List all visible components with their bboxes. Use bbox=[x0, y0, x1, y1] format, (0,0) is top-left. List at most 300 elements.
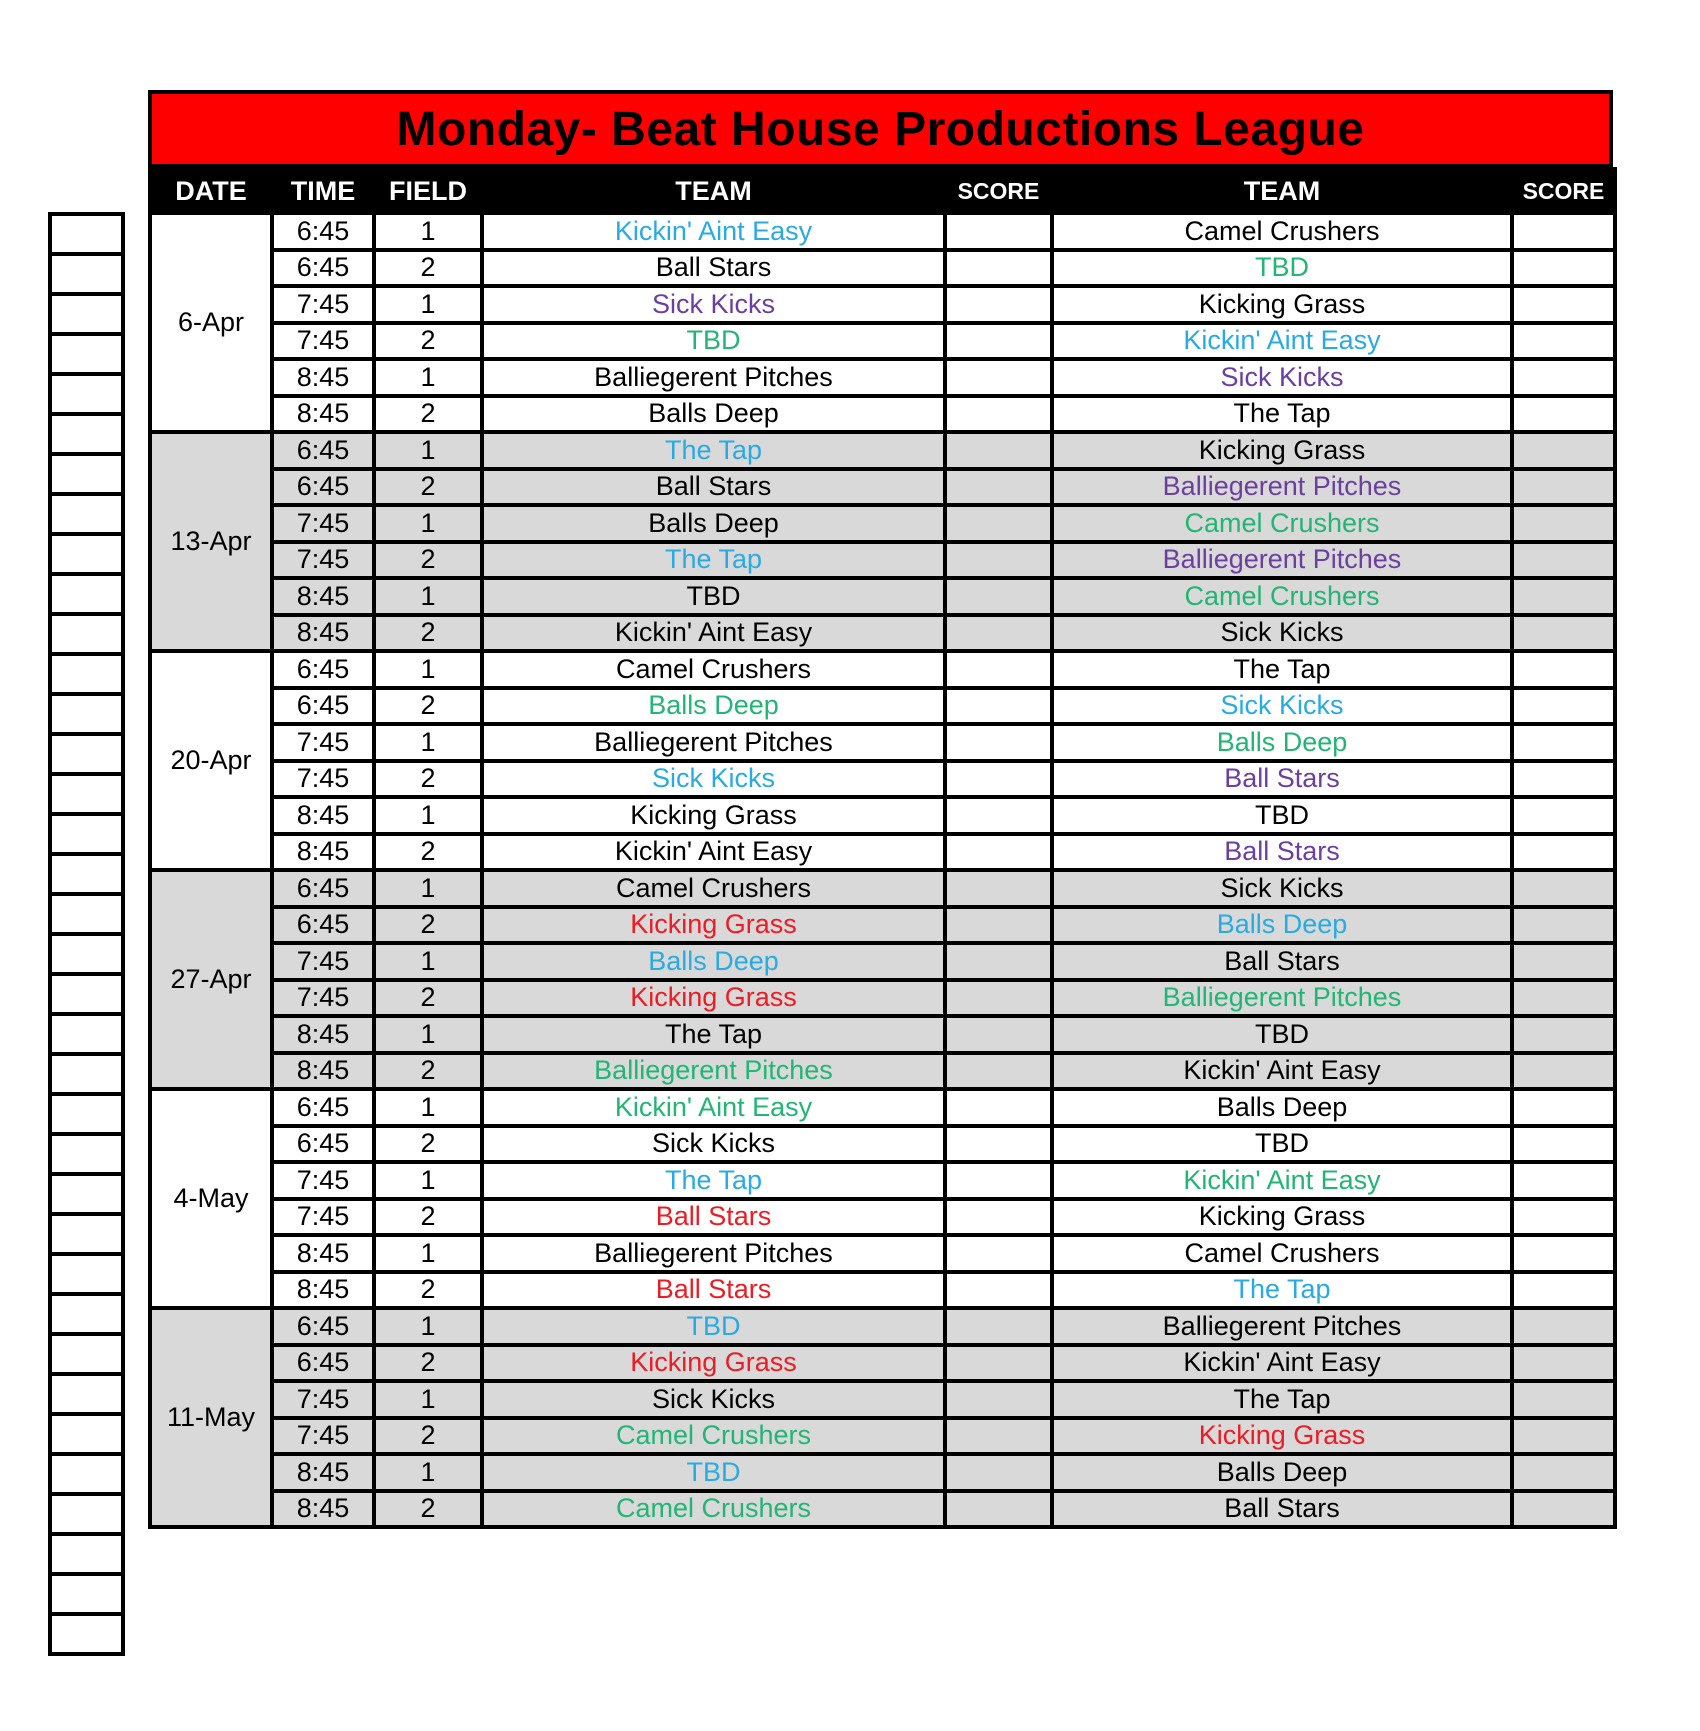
date-cell: 4-May bbox=[150, 1089, 272, 1308]
field-cell: 1 bbox=[374, 724, 482, 761]
title-banner bbox=[148, 90, 1613, 168]
time-cell: 7:45 bbox=[272, 1418, 374, 1455]
score-cell-left[interactable] bbox=[945, 1089, 1052, 1126]
score-strip-box[interactable] bbox=[48, 1492, 125, 1536]
field-cell: 2 bbox=[374, 907, 482, 944]
time-cell: 8:45 bbox=[272, 396, 374, 433]
score-cell-left[interactable] bbox=[945, 688, 1052, 725]
team-cell-right: Balliegerent Pitches bbox=[1052, 469, 1512, 506]
field-cell: 2 bbox=[374, 469, 482, 506]
score-cell-right[interactable] bbox=[1512, 1454, 1615, 1491]
team-cell-left: Kicking Grass bbox=[482, 797, 945, 834]
team-cell-right: Camel Crushers bbox=[1052, 505, 1512, 542]
field-cell: 1 bbox=[374, 286, 482, 323]
team-cell-left: TBD bbox=[482, 1308, 945, 1345]
score-cell-left[interactable] bbox=[945, 1345, 1052, 1382]
team-cell-right: Sick Kicks bbox=[1052, 688, 1512, 725]
time-cell: 6:45 bbox=[272, 907, 374, 944]
field-cell: 2 bbox=[374, 980, 482, 1017]
score-cell-left[interactable] bbox=[945, 213, 1052, 250]
score-strip-box[interactable] bbox=[48, 1532, 125, 1576]
schedule-row bbox=[150, 761, 1615, 798]
score-strip-box[interactable] bbox=[48, 852, 125, 896]
score-cell-left[interactable] bbox=[945, 1491, 1052, 1528]
field-cell: 1 bbox=[374, 505, 482, 542]
team-cell-left: TBD bbox=[482, 1454, 945, 1491]
date-cell: 20-Apr bbox=[150, 651, 272, 870]
schedule-row bbox=[150, 1016, 1615, 1053]
score-cell-left[interactable] bbox=[945, 980, 1052, 1017]
time-cell: 7:45 bbox=[272, 724, 374, 761]
schedule-row bbox=[150, 907, 1615, 944]
field-cell: 1 bbox=[374, 943, 482, 980]
column-header-score-2: SCORE bbox=[1512, 169, 1615, 213]
team-cell-right: Kicking Grass bbox=[1052, 286, 1512, 323]
field-cell: 2 bbox=[374, 250, 482, 287]
score-strip-box[interactable] bbox=[48, 1052, 125, 1096]
team-cell-right: Ball Stars bbox=[1052, 761, 1512, 798]
score-cell-left[interactable] bbox=[945, 1418, 1052, 1455]
score-strip-box[interactable] bbox=[48, 532, 125, 576]
score-cell-right[interactable] bbox=[1512, 323, 1615, 360]
time-cell: 6:45 bbox=[272, 1345, 374, 1382]
field-cell: 1 bbox=[374, 870, 482, 907]
score-cell-right[interactable] bbox=[1512, 1491, 1615, 1528]
field-cell: 2 bbox=[374, 688, 482, 725]
team-cell-right: Ball Stars bbox=[1052, 1491, 1512, 1528]
schedule-row bbox=[150, 1491, 1615, 1528]
schedule-row bbox=[150, 505, 1615, 542]
score-cell-left[interactable] bbox=[945, 834, 1052, 871]
team-cell-left: The Tap bbox=[482, 542, 945, 579]
score-cell-right[interactable] bbox=[1512, 761, 1615, 798]
team-cell-right: Kickin' Aint Easy bbox=[1052, 1345, 1512, 1382]
field-cell: 2 bbox=[374, 1126, 482, 1163]
score-cell-left[interactable] bbox=[945, 505, 1052, 542]
column-header-field: FIELD bbox=[374, 169, 482, 213]
team-cell-left: Camel Crushers bbox=[482, 1491, 945, 1528]
schedule-row bbox=[150, 396, 1615, 433]
score-cell-right[interactable] bbox=[1512, 1126, 1615, 1163]
score-cell-right[interactable] bbox=[1512, 250, 1615, 287]
score-strip-box[interactable] bbox=[48, 892, 125, 936]
score-cell-left[interactable] bbox=[945, 1199, 1052, 1236]
team-cell-left: Ball Stars bbox=[482, 1199, 945, 1236]
score-cell-right[interactable] bbox=[1512, 396, 1615, 433]
schedule-row bbox=[150, 542, 1615, 579]
team-cell-left: Kickin' Aint Easy bbox=[482, 1089, 945, 1126]
team-cell-right: The Tap bbox=[1052, 651, 1512, 688]
team-cell-left: Balls Deep bbox=[482, 396, 945, 433]
score-cell-left[interactable] bbox=[945, 250, 1052, 287]
schedule-row bbox=[150, 724, 1615, 761]
time-cell: 8:45 bbox=[272, 1454, 374, 1491]
team-cell-right: Camel Crushers bbox=[1052, 578, 1512, 615]
team-cell-left: Balliegerent Pitches bbox=[482, 724, 945, 761]
team-cell-right: Ball Stars bbox=[1052, 943, 1512, 980]
score-cell-left[interactable] bbox=[945, 943, 1052, 980]
score-strip-box[interactable] bbox=[48, 1132, 125, 1176]
team-cell-right: The Tap bbox=[1052, 1272, 1512, 1309]
team-cell-left: Balls Deep bbox=[482, 943, 945, 980]
score-cell-right[interactable] bbox=[1512, 1016, 1615, 1053]
team-cell-left: Ball Stars bbox=[482, 1272, 945, 1309]
team-cell-left: The Tap bbox=[482, 1162, 945, 1199]
time-cell: 7:45 bbox=[272, 761, 374, 798]
time-cell: 7:45 bbox=[272, 980, 374, 1017]
time-cell: 8:45 bbox=[272, 1053, 374, 1090]
time-cell: 7:45 bbox=[272, 542, 374, 579]
score-strip-box[interactable] bbox=[48, 1212, 125, 1256]
team-cell-left: Kickin' Aint Easy bbox=[482, 213, 945, 250]
time-cell: 6:45 bbox=[272, 432, 374, 469]
field-cell: 1 bbox=[374, 651, 482, 688]
time-cell: 7:45 bbox=[272, 505, 374, 542]
score-strip-box[interactable] bbox=[48, 1092, 125, 1136]
column-header-date: DATE bbox=[150, 169, 272, 213]
date-cell: 27-Apr bbox=[150, 870, 272, 1089]
time-cell: 7:45 bbox=[272, 1381, 374, 1418]
team-cell-left: Balliegerent Pitches bbox=[482, 1053, 945, 1090]
score-cell-right[interactable] bbox=[1512, 505, 1615, 542]
team-cell-right: Kickin' Aint Easy bbox=[1052, 323, 1512, 360]
score-strip-box[interactable] bbox=[48, 652, 125, 696]
schedule-row bbox=[150, 323, 1615, 360]
score-strip-box[interactable] bbox=[48, 732, 125, 776]
score-cell-left[interactable] bbox=[945, 469, 1052, 506]
score-cell-left[interactable] bbox=[945, 578, 1052, 615]
team-cell-right: Kicking Grass bbox=[1052, 1199, 1512, 1236]
score-cell-right[interactable] bbox=[1512, 688, 1615, 725]
field-cell: 2 bbox=[374, 1345, 482, 1382]
score-cell-right[interactable] bbox=[1512, 797, 1615, 834]
team-cell-left: The Tap bbox=[482, 1016, 945, 1053]
field-cell: 2 bbox=[374, 542, 482, 579]
team-cell-left: Sick Kicks bbox=[482, 286, 945, 323]
score-strip-box[interactable] bbox=[48, 1412, 125, 1456]
schedule-row bbox=[150, 213, 1615, 250]
date-cell: 11-May bbox=[150, 1308, 272, 1527]
schedule-row bbox=[150, 1199, 1615, 1236]
score-cell-left[interactable] bbox=[945, 1016, 1052, 1053]
time-cell: 6:45 bbox=[272, 1089, 374, 1126]
field-cell: 2 bbox=[374, 1272, 482, 1309]
score-cell-right[interactable] bbox=[1512, 359, 1615, 396]
schedule-row bbox=[150, 688, 1615, 725]
team-cell-right: Kicking Grass bbox=[1052, 432, 1512, 469]
team-cell-left: Balliegerent Pitches bbox=[482, 1235, 945, 1272]
team-cell-right: Kickin' Aint Easy bbox=[1052, 1162, 1512, 1199]
score-cell-left[interactable] bbox=[945, 1454, 1052, 1491]
schedule-row bbox=[150, 980, 1615, 1017]
score-strip-box[interactable] bbox=[48, 372, 125, 416]
field-cell: 1 bbox=[374, 432, 482, 469]
schedule-row bbox=[150, 1454, 1615, 1491]
score-cell-left[interactable] bbox=[945, 432, 1052, 469]
schedule-row bbox=[150, 1053, 1615, 1090]
team-cell-left: Sick Kicks bbox=[482, 761, 945, 798]
field-cell: 1 bbox=[374, 1089, 482, 1126]
schedule-row bbox=[150, 578, 1615, 615]
team-cell-left: Kicking Grass bbox=[482, 907, 945, 944]
time-cell: 8:45 bbox=[272, 834, 374, 871]
score-cell-left[interactable] bbox=[945, 797, 1052, 834]
field-cell: 1 bbox=[374, 1016, 482, 1053]
field-cell: 1 bbox=[374, 1454, 482, 1491]
time-cell: 8:45 bbox=[272, 1016, 374, 1053]
score-cell-right[interactable] bbox=[1512, 432, 1615, 469]
schedule-row bbox=[150, 1418, 1615, 1455]
time-cell: 7:45 bbox=[272, 286, 374, 323]
field-cell: 2 bbox=[374, 834, 482, 871]
field-cell: 1 bbox=[374, 1381, 482, 1418]
time-cell: 7:45 bbox=[272, 1162, 374, 1199]
field-cell: 1 bbox=[374, 578, 482, 615]
schedule-row bbox=[150, 1308, 1615, 1345]
schedule-row bbox=[150, 797, 1615, 834]
score-cell-right[interactable] bbox=[1512, 1162, 1615, 1199]
team-cell-left: Balls Deep bbox=[482, 505, 945, 542]
team-cell-left: TBD bbox=[482, 578, 945, 615]
score-strip-box[interactable] bbox=[48, 972, 125, 1016]
score-cell-right[interactable] bbox=[1512, 1272, 1615, 1309]
team-cell-left: Balliegerent Pitches bbox=[482, 359, 945, 396]
score-strip-box[interactable] bbox=[48, 332, 125, 376]
field-cell: 2 bbox=[374, 1053, 482, 1090]
schedule-row bbox=[150, 250, 1615, 287]
score-cell-right[interactable] bbox=[1512, 651, 1615, 688]
schedule-row bbox=[150, 1345, 1615, 1382]
column-header-team-1: TEAM bbox=[482, 169, 945, 213]
team-cell-right: Ball Stars bbox=[1052, 834, 1512, 871]
date-cell: 6-Apr bbox=[150, 213, 272, 432]
team-cell-right: Balliegerent Pitches bbox=[1052, 542, 1512, 579]
score-cell-left[interactable] bbox=[945, 724, 1052, 761]
score-cell-right[interactable] bbox=[1512, 1053, 1615, 1090]
score-cell-right[interactable] bbox=[1512, 1418, 1615, 1455]
score-cell-left[interactable] bbox=[945, 870, 1052, 907]
score-cell-right[interactable] bbox=[1512, 213, 1615, 250]
schedule-row bbox=[150, 1381, 1615, 1418]
score-strip-box[interactable] bbox=[48, 1372, 125, 1416]
team-cell-right: The Tap bbox=[1052, 396, 1512, 433]
score-cell-right[interactable] bbox=[1512, 578, 1615, 615]
team-cell-right: TBD bbox=[1052, 1126, 1512, 1163]
team-cell-left: Camel Crushers bbox=[482, 651, 945, 688]
score-strip-box[interactable] bbox=[48, 1252, 125, 1296]
score-cell-left[interactable] bbox=[945, 1053, 1052, 1090]
score-strip bbox=[48, 212, 125, 1656]
score-strip-box[interactable] bbox=[48, 1012, 125, 1056]
score-strip-box[interactable] bbox=[48, 1292, 125, 1336]
score-cell-left[interactable] bbox=[945, 359, 1052, 396]
score-cell-right[interactable] bbox=[1512, 1308, 1615, 1345]
score-cell-right[interactable] bbox=[1512, 542, 1615, 579]
score-cell-left[interactable] bbox=[945, 907, 1052, 944]
score-cell-left[interactable] bbox=[945, 615, 1052, 652]
score-strip-box[interactable] bbox=[48, 1332, 125, 1376]
schedule-sheet bbox=[148, 90, 1613, 1529]
team-cell-right: Camel Crushers bbox=[1052, 1235, 1512, 1272]
team-cell-left: Sick Kicks bbox=[482, 1126, 945, 1163]
schedule-table bbox=[148, 167, 1617, 1529]
team-cell-left: TBD bbox=[482, 323, 945, 360]
score-cell-left[interactable] bbox=[945, 651, 1052, 688]
score-cell-right[interactable] bbox=[1512, 907, 1615, 944]
score-cell-right[interactable] bbox=[1512, 615, 1615, 652]
time-cell: 6:45 bbox=[272, 688, 374, 725]
schedule-row bbox=[150, 651, 1615, 688]
field-cell: 1 bbox=[374, 1162, 482, 1199]
score-strip-box[interactable] bbox=[48, 1572, 125, 1616]
schedule-row bbox=[150, 432, 1615, 469]
field-cell: 2 bbox=[374, 1199, 482, 1236]
page-title: Monday- Beat House Productions League bbox=[396, 102, 1365, 156]
time-cell: 6:45 bbox=[272, 213, 374, 250]
score-cell-left[interactable] bbox=[945, 542, 1052, 579]
time-cell: 8:45 bbox=[272, 359, 374, 396]
schedule-row bbox=[150, 1162, 1615, 1199]
time-cell: 7:45 bbox=[272, 323, 374, 360]
team-cell-right: Sick Kicks bbox=[1052, 359, 1512, 396]
team-cell-left: Camel Crushers bbox=[482, 1418, 945, 1455]
field-cell: 2 bbox=[374, 761, 482, 798]
schedule-row bbox=[150, 1272, 1615, 1309]
time-cell: 8:45 bbox=[272, 1235, 374, 1272]
time-cell: 6:45 bbox=[272, 1308, 374, 1345]
score-cell-right[interactable] bbox=[1512, 724, 1615, 761]
team-cell-right: The Tap bbox=[1052, 1381, 1512, 1418]
score-strip-box[interactable] bbox=[48, 572, 125, 616]
field-cell: 2 bbox=[374, 1491, 482, 1528]
team-cell-left: Ball Stars bbox=[482, 469, 945, 506]
time-cell: 8:45 bbox=[272, 615, 374, 652]
team-cell-right: Sick Kicks bbox=[1052, 870, 1512, 907]
field-cell: 1 bbox=[374, 359, 482, 396]
team-cell-right: Balls Deep bbox=[1052, 1454, 1512, 1491]
score-strip-box[interactable] bbox=[48, 1612, 125, 1656]
header-row bbox=[150, 169, 1615, 213]
score-strip-box[interactable] bbox=[48, 612, 125, 656]
time-cell: 6:45 bbox=[272, 250, 374, 287]
score-strip-box[interactable] bbox=[48, 252, 125, 296]
team-cell-right: TBD bbox=[1052, 250, 1512, 287]
score-cell-left[interactable] bbox=[945, 1235, 1052, 1272]
score-cell-right[interactable] bbox=[1512, 980, 1615, 1017]
date-cell: 13-Apr bbox=[150, 432, 272, 651]
field-cell: 2 bbox=[374, 615, 482, 652]
team-cell-left: Sick Kicks bbox=[482, 1381, 945, 1418]
column-header-time: TIME bbox=[272, 169, 374, 213]
score-cell-left[interactable] bbox=[945, 1381, 1052, 1418]
score-cell-left[interactable] bbox=[945, 1126, 1052, 1163]
score-cell-right[interactable] bbox=[1512, 1345, 1615, 1382]
score-cell-right[interactable] bbox=[1512, 870, 1615, 907]
score-strip-box[interactable] bbox=[48, 692, 125, 736]
column-header-score-1: SCORE bbox=[945, 169, 1052, 213]
time-cell: 8:45 bbox=[272, 1491, 374, 1528]
score-cell-left[interactable] bbox=[945, 286, 1052, 323]
schedule-row bbox=[150, 870, 1615, 907]
team-cell-right: Kicking Grass bbox=[1052, 1418, 1512, 1455]
score-cell-right[interactable] bbox=[1512, 286, 1615, 323]
time-cell: 7:45 bbox=[272, 943, 374, 980]
team-cell-left: Camel Crushers bbox=[482, 870, 945, 907]
field-cell: 2 bbox=[374, 323, 482, 360]
score-strip-box[interactable] bbox=[48, 292, 125, 336]
schedule-row bbox=[150, 469, 1615, 506]
team-cell-left: Balls Deep bbox=[482, 688, 945, 725]
time-cell: 8:45 bbox=[272, 797, 374, 834]
schedule-row bbox=[150, 834, 1615, 871]
score-strip-box[interactable] bbox=[48, 1172, 125, 1216]
field-cell: 1 bbox=[374, 1308, 482, 1345]
team-cell-left: Kicking Grass bbox=[482, 980, 945, 1017]
time-cell: 6:45 bbox=[272, 870, 374, 907]
team-cell-right: Balliegerent Pitches bbox=[1052, 1308, 1512, 1345]
score-strip-box[interactable] bbox=[48, 492, 125, 536]
team-cell-right: TBD bbox=[1052, 1016, 1512, 1053]
score-cell-right[interactable] bbox=[1512, 1381, 1615, 1418]
score-strip-box[interactable] bbox=[48, 412, 125, 456]
score-cell-left[interactable] bbox=[945, 1162, 1052, 1199]
time-cell: 8:45 bbox=[272, 1272, 374, 1309]
field-cell: 1 bbox=[374, 213, 482, 250]
score-cell-right[interactable] bbox=[1512, 1199, 1615, 1236]
team-cell-right: Balls Deep bbox=[1052, 724, 1512, 761]
time-cell: 6:45 bbox=[272, 651, 374, 688]
score-cell-right[interactable] bbox=[1512, 834, 1615, 871]
score-strip-box[interactable] bbox=[48, 212, 125, 256]
team-cell-right: Kickin' Aint Easy bbox=[1052, 1053, 1512, 1090]
score-strip-box[interactable] bbox=[48, 452, 125, 496]
time-cell: 7:45 bbox=[272, 1199, 374, 1236]
team-cell-left: Kicking Grass bbox=[482, 1345, 945, 1382]
score-cell-right[interactable] bbox=[1512, 1235, 1615, 1272]
schedule-row bbox=[150, 1235, 1615, 1272]
schedule-row bbox=[150, 286, 1615, 323]
team-cell-right: Balls Deep bbox=[1052, 907, 1512, 944]
time-cell: 6:45 bbox=[272, 1126, 374, 1163]
score-strip-box[interactable] bbox=[48, 812, 125, 856]
field-cell: 1 bbox=[374, 797, 482, 834]
score-strip-box[interactable] bbox=[48, 1452, 125, 1496]
score-cell-left[interactable] bbox=[945, 323, 1052, 360]
score-cell-left[interactable] bbox=[945, 1308, 1052, 1345]
field-cell: 2 bbox=[374, 396, 482, 433]
score-strip-box[interactable] bbox=[48, 772, 125, 816]
team-cell-right: Balliegerent Pitches bbox=[1052, 980, 1512, 1017]
schedule-row bbox=[150, 943, 1615, 980]
score-strip-box[interactable] bbox=[48, 932, 125, 976]
score-cell-left[interactable] bbox=[945, 1272, 1052, 1309]
team-cell-left: The Tap bbox=[482, 432, 945, 469]
time-cell: 8:45 bbox=[272, 578, 374, 615]
score-cell-right[interactable] bbox=[1512, 943, 1615, 980]
score-cell-right[interactable] bbox=[1512, 469, 1615, 506]
field-cell: 2 bbox=[374, 1418, 482, 1455]
score-cell-right[interactable] bbox=[1512, 1089, 1615, 1126]
time-cell: 6:45 bbox=[272, 469, 374, 506]
team-cell-left: Ball Stars bbox=[482, 250, 945, 287]
score-cell-left[interactable] bbox=[945, 396, 1052, 433]
schedule-row bbox=[150, 359, 1615, 396]
schedule-row bbox=[150, 615, 1615, 652]
team-cell-left: Kickin' Aint Easy bbox=[482, 615, 945, 652]
schedule-row bbox=[150, 1089, 1615, 1126]
team-cell-right: TBD bbox=[1052, 797, 1512, 834]
score-cell-left[interactable] bbox=[945, 761, 1052, 798]
